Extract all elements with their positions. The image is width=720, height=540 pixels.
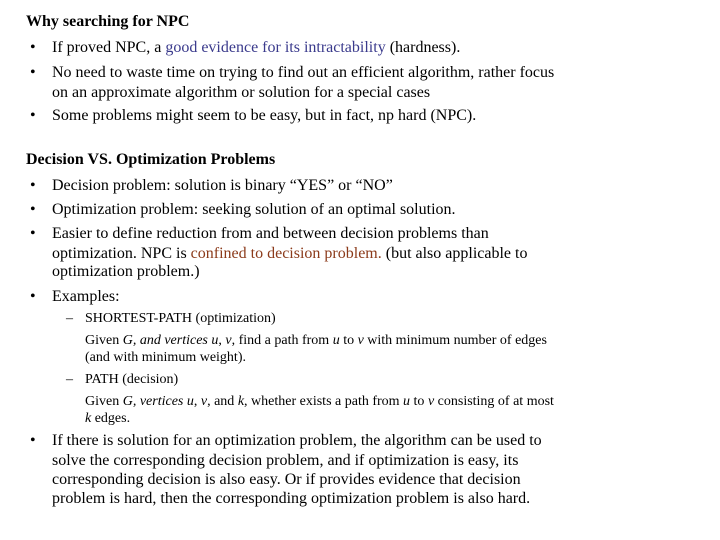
example-path-title: PATH (decision) [85,372,179,387]
bullet-icon: • [30,64,36,81]
bullet-text-part: (but also applicable to [381,245,528,262]
example-italic-part: v [357,333,364,348]
example-shortest-path-line2: (and with minimum weight). [85,350,246,365]
bullet-text-part: (hardness). [385,39,461,56]
bullet-no-waste-line2: on an approximate algorithm or solution for a special cases [52,84,431,101]
bullet-conclusion-line2: solve the corresponding decision problem, and if optimization is easy, its [52,452,519,469]
bullet-icon: • [30,39,36,56]
example-path-line1 [85,393,554,411]
example-text-part: edges. [91,411,131,426]
example-shortest-path-line1 [85,332,547,350]
example-italic-part: v [427,394,435,409]
bullet-seem-easy: Some problems might seem to be easy, but in fact, np hard (NPC). [52,107,477,124]
bullet-no-waste-line1: No need to waste time on trying to find out an efficient algorithm, rather focus [52,64,555,81]
bullet-decision-problem: Decision problem: solution is binary “YES” or “NO” [52,177,393,194]
example-italic-part: k [85,411,92,426]
example-text-part: , and [207,394,238,409]
example-italic-part: v [200,394,208,409]
bullet-text-part: optimization. NPC is [52,245,191,262]
example-italic-part: G, vertices u [122,394,194,409]
example-text-part: , whether exists a path from [244,394,404,409]
bullet-icon: • [30,177,36,194]
example-text-part: , [218,333,226,348]
bullet-icon: • [30,432,36,449]
highlight-confined-decision: confined to decision problem. [190,245,382,262]
example-text-part: consisting of at most [434,394,554,409]
bullet-icon: • [30,107,36,124]
example-italic-part: u [403,394,411,409]
bullet-npc-evidence [52,38,460,58]
dash-icon: – [66,372,73,387]
example-text-part: to [410,394,428,409]
example-italic-part: u [332,333,340,348]
section-heading-decision-vs-optimization: Decision VS. Optimization Problems [26,151,276,168]
bullet-conclusion-line1: If there is solution for an optimization problem, the algorithm can be used to [52,432,542,449]
bullet-easier-reduction-line1: Easier to define reduction from and between decision problems than [52,225,489,242]
bullet-icon: • [30,225,36,242]
bullet-optimization-problem: Optimization problem: seeking solution of an optimal solution. [52,201,456,218]
bullet-icon: • [30,288,36,305]
bullet-text-part: If proved NPC, a [52,39,166,56]
example-text-part: , find a path from [231,333,333,348]
bullet-easier-reduction-line2 [52,245,527,263]
section-heading-why-npc: Why searching for NPC [26,13,190,30]
bullet-conclusion-line3: corresponding decision is also easy. Or if provides evidence that decision [52,471,521,488]
highlight-intractability: good evidence for its intractability [165,39,386,56]
example-italic-part: v [225,333,232,348]
example-italic-part: G, and vertices u [122,333,219,348]
dash-icon: – [66,311,73,326]
bullet-conclusion-line4: problem is hard, then the corresponding optimization problem is also hard. [52,490,531,507]
example-text-part: with minimum number of edges [363,333,547,348]
bullet-icon: • [30,201,36,218]
example-italic-part: k [237,394,245,409]
example-text-part: to [339,333,358,348]
bullet-easier-reduction-line3: optimization problem.) [52,263,200,280]
example-path-line2 [85,410,130,428]
example-text-part: , [193,394,201,409]
bullet-examples: Examples: [52,288,120,305]
example-text-part: Given [85,333,123,348]
example-shortest-path-title: SHORTEST-PATH (optimization) [85,311,276,326]
example-text-part: Given [85,394,123,409]
